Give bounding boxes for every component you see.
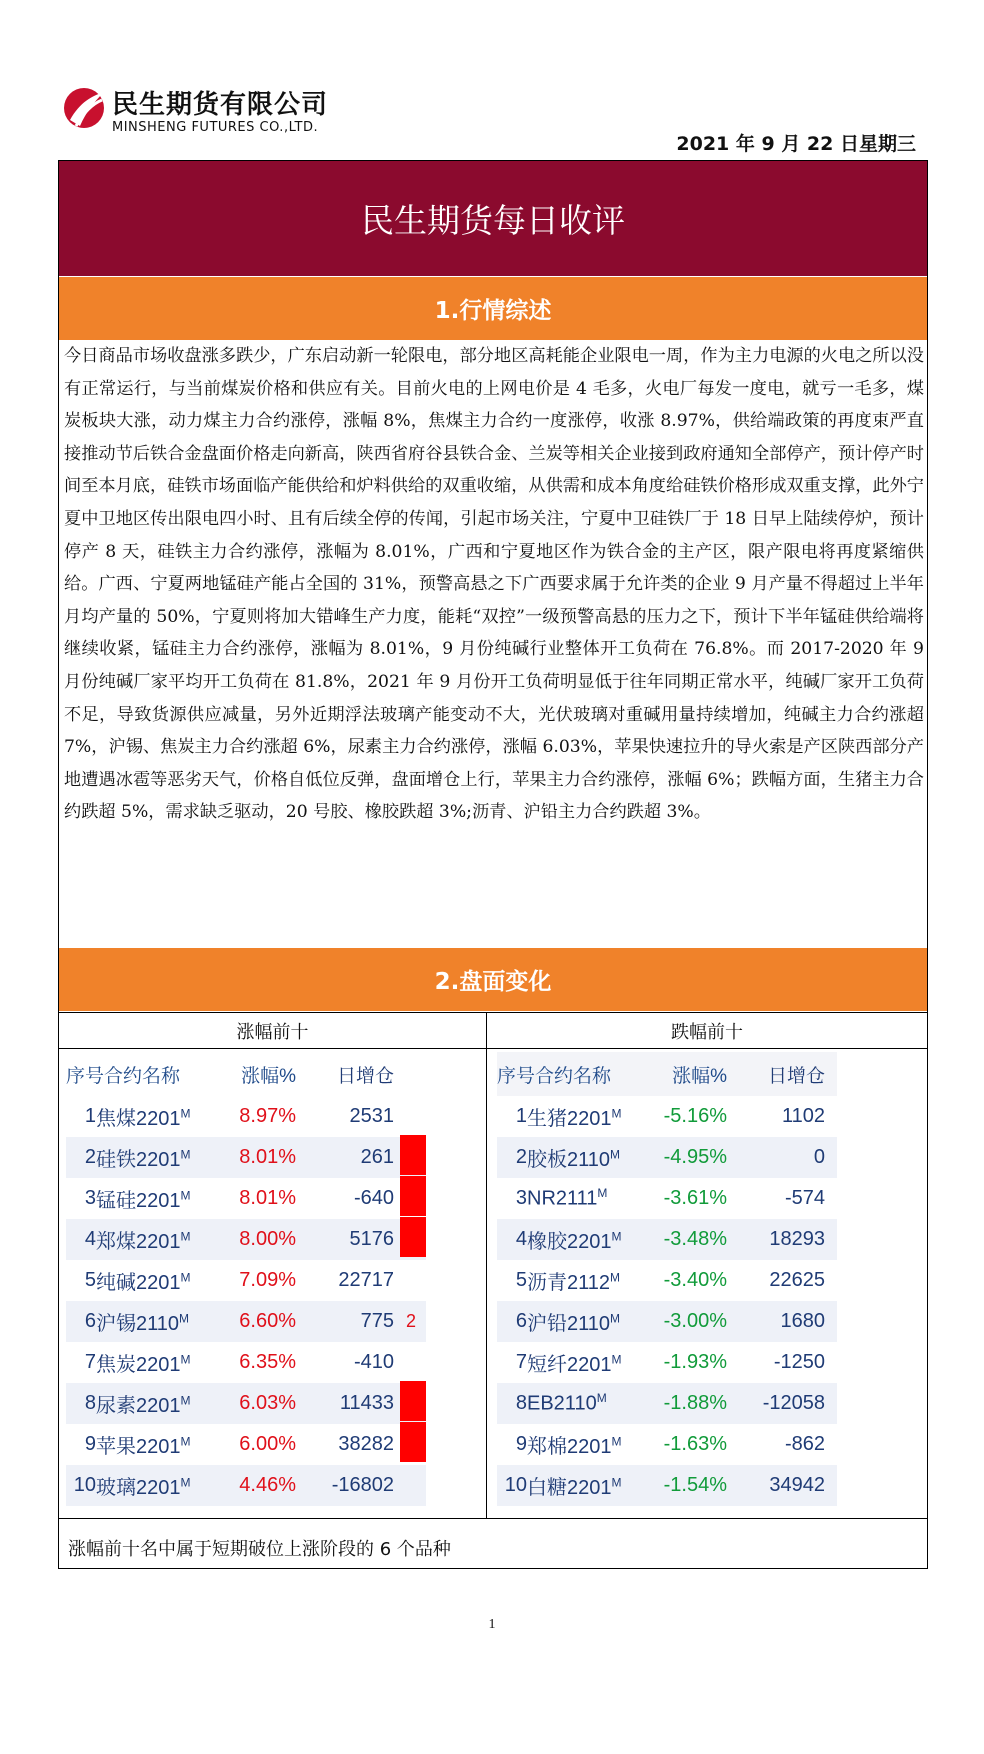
col-name: 合约名称: [535, 1065, 612, 1087]
contract-name: [96, 1348, 204, 1377]
contract-name-text: 沪锡2110: [96, 1313, 180, 1335]
table-row: [497, 1178, 837, 1219]
change-pct: 6.60%: [239, 1310, 296, 1332]
main-contract-mark: M: [180, 1147, 191, 1162]
row-index: 3: [84, 1187, 96, 1209]
oi-change: 0: [813, 1146, 825, 1168]
main-contract-mark: M: [180, 1393, 191, 1408]
oi-change: 261: [360, 1146, 394, 1168]
contract-name: [527, 1307, 635, 1336]
col-oi: 日增仓: [336, 1065, 394, 1087]
change-pct: -1.54%: [663, 1474, 727, 1496]
contract-name-text: 锰硅2201: [96, 1190, 181, 1212]
section-heading-market-overview: 1.行情综述: [59, 277, 927, 340]
logo-mark-icon: [62, 82, 106, 138]
oi-change: -574: [784, 1187, 825, 1209]
change-pct: -3.48%: [663, 1228, 727, 1250]
main-contract-mark: M: [179, 1311, 190, 1326]
contract-name-text: NR2111: [527, 1187, 598, 1210]
table-header: [497, 1052, 837, 1096]
change-pct: 8.97%: [239, 1105, 296, 1127]
contract-name-text: 郑煤2201: [96, 1231, 181, 1253]
col-name: 合约名称: [104, 1065, 181, 1087]
table-row: [497, 1260, 837, 1301]
main-contract-mark: M: [610, 1311, 621, 1326]
contract-name-text: 玻璃2201: [96, 1477, 181, 1499]
oi-change: -640: [353, 1187, 394, 1209]
red-marker: [400, 1176, 426, 1216]
main-contract-mark: M: [180, 1188, 191, 1203]
losers-table: [497, 1052, 837, 1506]
row-index: 4: [515, 1228, 527, 1250]
page-number: 1: [488, 1617, 496, 1632]
table-row: [66, 1465, 426, 1506]
main-contract-mark: M: [611, 1352, 622, 1367]
contract-name: [527, 1102, 635, 1131]
contract-name: [527, 1430, 635, 1459]
main-contract-mark: M: [180, 1106, 191, 1121]
contract-name: [527, 1348, 635, 1377]
main-contract-mark: M: [596, 1391, 607, 1406]
oi-change: 1680: [780, 1310, 825, 1332]
market-overview-text: 今日商品市场收盘涨多跌少，广东启动新一轮限电，部分地区高耗能企业限电一周，作为主力电源的火电之所以没有正常运行，与当前煤炭价格和供应有关。目前火电的上网电价是 4 毛多，火电厂每发一度电，就亏一毛多，煤炭板块大涨，动力煤主力合约涨停，涨幅 8%，焦煤主力合约一度涨停，收涨 8.97%，供给端政策的再度束严直接推动节后铁合金盘面价格走向新高，陕西省府谷县铁合金、兰炭等相关企业接到政府通知全部停产，预计停产时间至本月底，硅铁市场面临产能供给和炉料供给的双重收缩，从供需和成本角度给硅铁价格形成双重支撑，此外宁夏中卫地区传出限电四小时、且有后续全停的传闻，引起市场关注，宁夏中卫硅铁厂于 18 日早上陆续停炉，预计停产 8 天，硅铁主力合约涨停，涨幅为 8.01%，广西和宁夏地区作为铁合金的主产区，限产限电将再度紧缩供给。广西、宁夏两地锰硅产能占全国的 31%，预警高悬之下广西要求属于允许类的企业 9 月产量不得超过上半年月均产量的 50%，宁夏则将加大错峰生产力度，能耗“双控”一级预警高悬的压力之下，预计下半年锰硅供给端将继续收紧，锰硅主力合约涨停，涨幅为 8.01%，9 月份纯碱行业整体开工负荷在 76.8%。而 2017-2020 年 9 月份纯碱厂家平均开工负荷在 81.8%，2021 年 9 月份开工负荷明显低于往年同期正常水平，纯碱厂家开工负荷不足，导致货源供应减量，另外近期浮法玻璃产能变动不大，光伏玻璃对重碱用量持续增加，纯碱主力合约涨超 7%，沪锡、焦炭主力合约涨超 6%，尿素主力合约涨停，涨幅 6.03%，苹果快速拉升的导火索是产区陕西部分产地遭遇冰雹等恶劣天气，价格自低位反弹，盘面增仓上行，苹果主力合约涨停，涨幅 6%；跌幅方面，生猪主力合约跌超 5%，需求缺乏驱动，20 号胶、橡胶跌超 3%;沥青、沪铅主力合约跌超 3%。: [64, 346, 924, 823]
change-pct: -3.40%: [663, 1269, 727, 1291]
oi-change: -12058: [762, 1392, 825, 1414]
contract-name-text: 胶板2110: [527, 1149, 611, 1171]
col-pct: 涨幅%: [672, 1065, 727, 1087]
table-row: [497, 1465, 837, 1506]
breakout-note: 涨幅前十名中属于短期破位上涨阶段的 6 个品种: [68, 1539, 451, 1560]
divider: [59, 1012, 927, 1013]
row-index: 7: [84, 1351, 96, 1373]
row-index: 8: [515, 1392, 527, 1414]
red-marker: [400, 1422, 426, 1462]
table-row: [497, 1424, 837, 1465]
divider: [59, 1048, 927, 1049]
table-row: [497, 1096, 837, 1137]
oi-change: -862: [784, 1433, 825, 1455]
contract-name-text: 生猪2201: [527, 1108, 612, 1130]
report-title: 民生期货每日收评: [59, 161, 927, 276]
row-index: 2: [84, 1146, 96, 1168]
change-pct: -1.63%: [663, 1433, 727, 1455]
table-row: [66, 1424, 426, 1465]
contract-name: [96, 1225, 204, 1254]
row-index: 1: [515, 1105, 527, 1127]
row-index: 5: [515, 1269, 527, 1291]
row-index: 10: [73, 1474, 96, 1496]
oi-change: 18293: [769, 1228, 825, 1250]
table-row: [66, 1219, 426, 1260]
company-name-en: MINSHENG FUTURES CO.,LTD.: [112, 120, 319, 135]
contract-name: [96, 1102, 204, 1131]
main-contract-mark: M: [180, 1434, 191, 1449]
contract-name-text: 焦煤2201: [96, 1108, 181, 1130]
contract-name-text: 苹果2201: [96, 1436, 181, 1458]
oi-change: -16802: [331, 1474, 394, 1496]
row-index: 5: [84, 1269, 96, 1291]
row-index: 9: [515, 1433, 527, 1455]
oi-change: -410: [353, 1351, 394, 1373]
contract-name-text: 沥青2112: [527, 1272, 611, 1294]
red-marker: [400, 1217, 426, 1257]
change-pct: 7.09%: [239, 1269, 296, 1291]
change-pct: 8.01%: [239, 1146, 296, 1168]
main-contract-mark: M: [611, 1475, 622, 1490]
contract-name: [96, 1184, 204, 1213]
contract-name: [96, 1143, 204, 1172]
change-pct: 4.46%: [239, 1474, 296, 1496]
main-contract-mark: M: [611, 1229, 622, 1244]
main-contract-mark: M: [610, 1147, 621, 1162]
table-row: [66, 1342, 426, 1383]
oi-change: 2531: [349, 1105, 394, 1127]
oi-change: 775: [360, 1310, 394, 1332]
row-index: 9: [84, 1433, 96, 1455]
oi-change: 1102: [781, 1105, 825, 1127]
table-row: [497, 1342, 837, 1383]
main-contract-mark: M: [180, 1352, 191, 1367]
divider: [59, 1518, 927, 1519]
contract-name: [527, 1186, 635, 1211]
row-index: 6: [515, 1310, 527, 1332]
contract-name-text: 焦炭2201: [96, 1354, 181, 1376]
change-pct: 6.03%: [239, 1392, 296, 1414]
row-index: 2: [515, 1146, 527, 1168]
oi-change: 22717: [338, 1269, 394, 1291]
contract-name: [527, 1143, 635, 1172]
contract-name: [96, 1266, 204, 1295]
row-index: 8: [84, 1392, 96, 1414]
contract-name: [527, 1225, 635, 1254]
change-pct: -4.95%: [663, 1146, 727, 1168]
red-marker: [400, 1135, 426, 1175]
oi-change: 22625: [769, 1269, 825, 1291]
oi-change: 5176: [349, 1228, 394, 1250]
table-row: [66, 1137, 426, 1178]
table-row: [497, 1383, 837, 1424]
table-row: [66, 1096, 426, 1137]
column-divider: [486, 1013, 487, 1518]
table-row: [497, 1137, 837, 1178]
change-pct: 6.00%: [239, 1433, 296, 1455]
gainers-title: 涨幅前十: [236, 1022, 309, 1043]
row-index: 7: [515, 1351, 527, 1373]
contract-name-text: 纯碱2201: [96, 1272, 181, 1294]
col-oi: 日增仓: [767, 1065, 825, 1087]
row-index: 1: [84, 1105, 96, 1127]
table-row: [66, 1260, 426, 1301]
company-name-cn: 民生期货有限公司: [112, 90, 329, 120]
contract-name: [96, 1430, 204, 1459]
col-pct: 涨幅%: [241, 1065, 296, 1087]
contract-name: [96, 1389, 204, 1418]
gainers-table: [66, 1052, 426, 1506]
oi-change: 34942: [769, 1474, 825, 1496]
table-row: [497, 1219, 837, 1260]
contract-name-text: 尿素2201: [96, 1395, 181, 1417]
side-mark: 2: [406, 1311, 417, 1331]
red-marker: [400, 1381, 426, 1421]
main-contract-mark: M: [597, 1186, 608, 1201]
table-header: [66, 1052, 426, 1096]
contract-name: [96, 1471, 204, 1500]
table-row: [66, 1383, 426, 1424]
main-contract-mark: M: [180, 1270, 191, 1285]
table-row: [66, 1301, 426, 1342]
contract-name-text: 硅铁2201: [96, 1149, 181, 1171]
change-pct: 8.01%: [239, 1187, 296, 1209]
section-heading-market-changes: 2.盘面变化: [59, 948, 927, 1011]
change-pct: -5.16%: [663, 1105, 727, 1127]
losers-title: 跌幅前十: [671, 1022, 743, 1043]
main-contract-mark: M: [180, 1229, 191, 1244]
change-pct: 8.00%: [239, 1228, 296, 1250]
table-row: [66, 1178, 426, 1219]
main-contract-mark: M: [611, 1106, 622, 1121]
contract-name-text: 白糖2201: [527, 1477, 612, 1499]
row-index: 6: [84, 1310, 96, 1332]
change-pct: 6.35%: [239, 1351, 296, 1373]
contract-name-text: EB2110: [527, 1392, 597, 1415]
col-seq: 序号: [66, 1065, 105, 1087]
oi-change: -1250: [773, 1351, 825, 1373]
contract-name-text: 橡胶2201: [527, 1231, 612, 1253]
oi-change: 11433: [339, 1392, 394, 1414]
table-row: [497, 1301, 837, 1342]
contract-name: [527, 1471, 635, 1500]
contract-name: [96, 1307, 204, 1336]
contract-name: [527, 1266, 635, 1295]
main-contract-mark: M: [610, 1270, 621, 1285]
main-contract-mark: M: [611, 1434, 622, 1449]
company-logo: [62, 82, 362, 152]
contract-name-text: 沪铅2110: [527, 1313, 611, 1335]
contract-name-text: 郑棉2201: [527, 1436, 612, 1458]
row-index: 4: [84, 1228, 96, 1250]
change-pct: -3.00%: [663, 1310, 727, 1332]
oi-change: 38282: [338, 1433, 394, 1455]
col-seq: 序号: [497, 1065, 536, 1087]
contract-name: [527, 1391, 635, 1416]
contract-name-text: 短纤2201: [527, 1354, 612, 1376]
change-pct: -1.93%: [663, 1351, 727, 1373]
change-pct: -1.88%: [663, 1392, 727, 1414]
change-pct: -3.61%: [663, 1187, 727, 1209]
row-index: 10: [504, 1474, 527, 1496]
report-date: 2021 年 9 月 22 日星期三: [676, 133, 916, 155]
row-index: 3: [515, 1187, 527, 1209]
main-contract-mark: M: [180, 1475, 191, 1490]
